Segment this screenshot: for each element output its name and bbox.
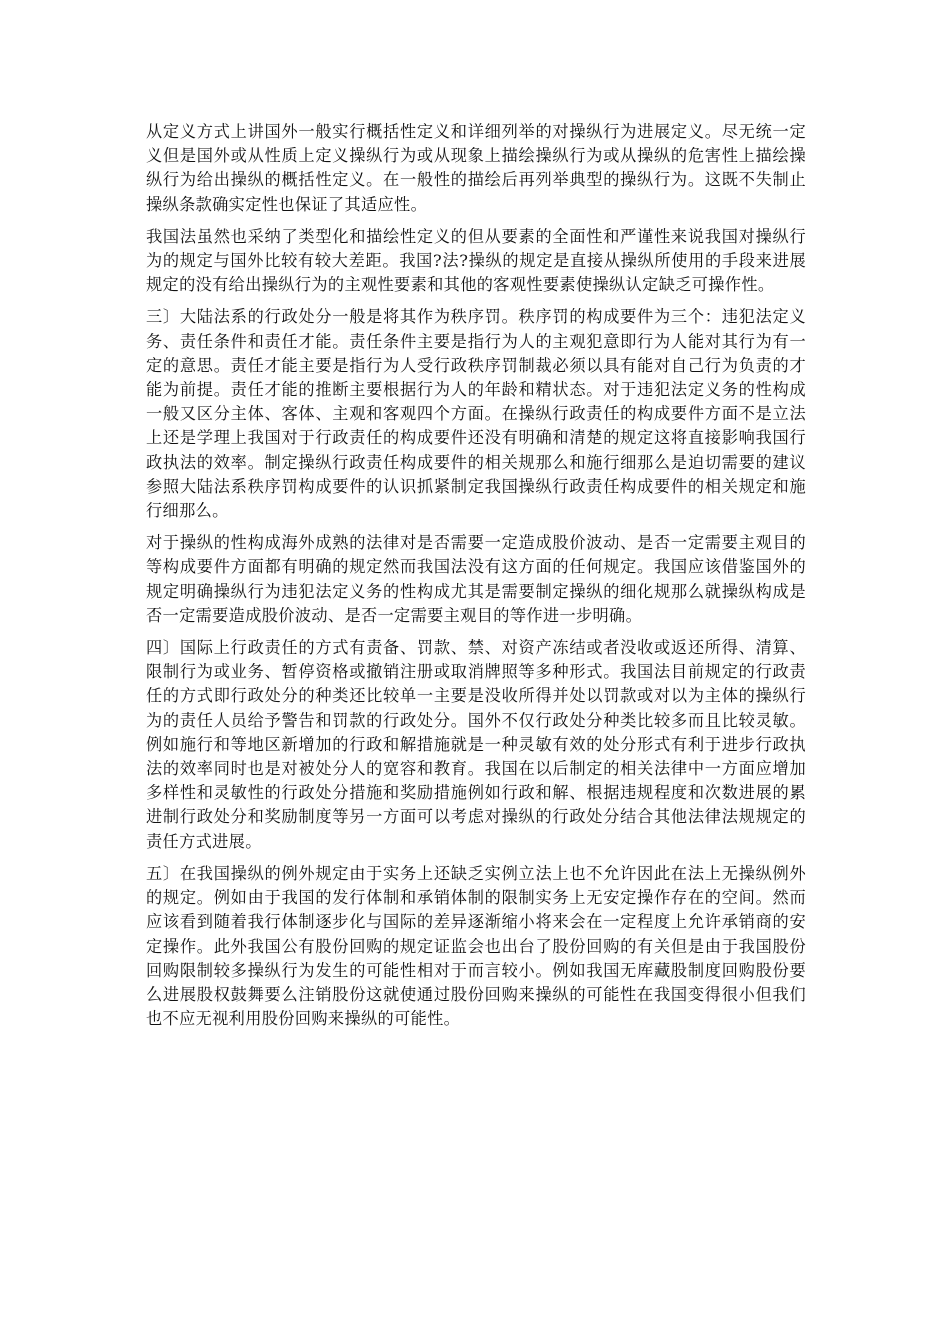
paragraph-definition-methods: 从定义方式上讲国外一般实行概括性定义和详细列举的对操纵行为进展定义。尽无统一定义但是国外或从性质上定义操纵行为或从现象上描绘操纵行为或从操纵的危害性上描绘操纵行为给出操纵的概括性定义。在一般性的描绘后再列举典型的操纵行为。这既不失制止操纵条款确实定性也保证了其适应性。 — [146, 122, 806, 214]
paragraph-section-four: 四〕国际上行政责任的方式有责备、罚款、禁、对资产冻结或者没收或返还所得、清算、限制行为或业务、暂停资格或撤销注册或取消牌照等多种形式。我国法目前规定的行政责任的方式即行政处分的种类还比较单一主要是没收所得并处以罚款或对以为主体的操纵行为的责任人员给予警告和罚款的行政处分。国外不仅行政处分种类比较多而且比较灵敏。例如施行和等地区新增加的行政和解措施就是一种灵敏有效的处分形式有利于进步行政执法的效率同时也是对被处分人的宽容和教育。我国在以后制定的相关法律中一方面应增加多样性和灵敏性的行政处分措施和奖励措施例如行政和解、根据违规程度和次数进展的累进制行政处分和奖励制度等另一方面可以考虑对操纵的行政处分结合其他法律法规规定的责任方式进展。 — [146, 638, 806, 851]
paragraph-domestic-law-gap: 我国法虽然也采纳了类型化和描绘性定义的但从要素的全面性和严谨性来说我国对操纵行为的规定与国外比较有较大差距。我国?法?操纵的规定是直接从操纵所使用的手段来进展规定的没有给出操纵行为的主观性要素和其他的客观性要素使操纵认定缺乏可操作性。 — [146, 226, 806, 295]
paragraph-section-three: 三〕大陆法系的行政处分一般是将其作为秩序罚。秩序罚的构成要件为三个：违犯法定义务、责任条件和责任才能。责任条件主要是指行为人的主观犯意即行为人能对其行为有一定的意思。责任才能主要是指行为人受行政秩序罚制裁必须以具有能对自己行为负责的才能为前提。责任才能的推断主要根据行为人的年龄和精状态。对于违犯法定义务的性构成一般又区分主体、客体、主观和客观四个方面。在操纵行政责任的构成要件方面不是立法上还是学理上我国对于行政责任的构成要件还没有明确和清楚的规定这将直接影响我国行政执法的效率。制定操纵行政责任构成要件的相关规那么和施行细那么是迫切需要的建议参照大陆法系秩序罚构成要件的认识抓紧制定我国操纵行政责任构成要件的相关规定和施行细那么。 — [146, 307, 806, 521]
paragraph-constitutive-elements: 对于操纵的性构成海外成熟的法律对是否需要一定造成股价波动、是否一定需要主观目的等构成要件方面都有明确的规定然而我国法没有这方面的任何规定。我国应该借鉴国外的规定明确操纵行为违犯法定义务的性构成尤其是需要制定操纵的细化规那么就操纵构成是否一定需要造成股价波动、是否一定需要主观目的等作进一步明确。 — [146, 533, 806, 625]
document-body — [146, 120, 806, 1039]
paragraph-section-five: 五〕在我国操纵的例外规定由于实务上还缺乏实例立法上也不允许因此在法上无操纵例外的规定。例如由于我国的发行体制和承销体制的限制实务上无安定操作存在的空间。然而应该看到随着我行体制逐步化与国际的差异逐渐缩小将来会在一定程度上允许承销商的安定操作。此外我国公有股份回购的规定证监会也出台了股份回购的有关但是由于我国股份回购限制较多操纵行为发生的可能性相对于而言较小。例如我国无库藏股制度回购股份要么进展股权鼓舞要么注销股份这就使通过股份回购来操纵的可能性在我国变得很小但我们也不应无视利用股份回购来操纵的可能性。 — [146, 863, 806, 1029]
